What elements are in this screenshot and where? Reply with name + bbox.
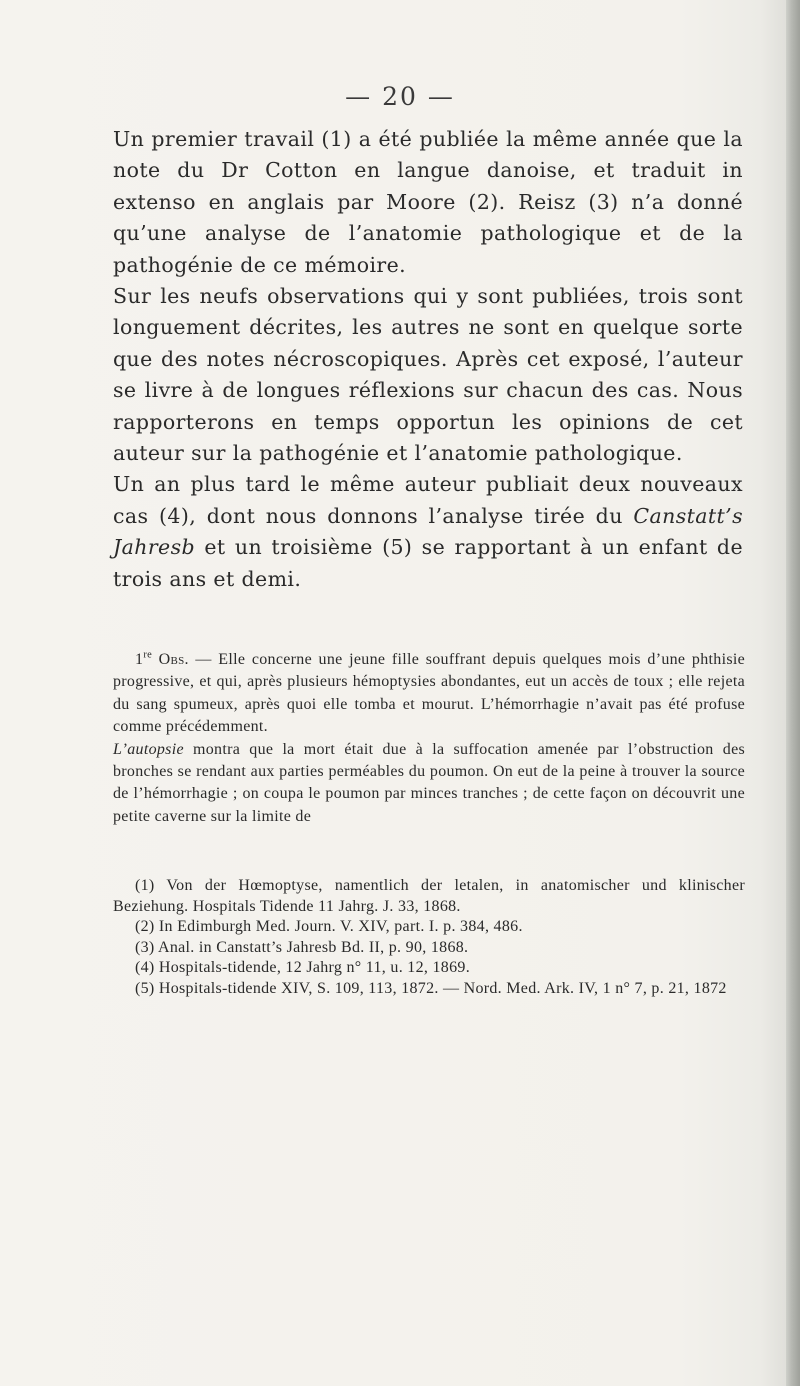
footnote-1: (1) Von der Hœmoptyse, namentlich der letalen, in anatomischer und klinischer Beziehung. Hospitals Tidende 11 Jahrg. J. 33, 1868. [113,877,745,915]
footnote-4: (4) Hospitals-tidende, 12 Jahrg n° 11, u. 12, 1869. [135,959,470,977]
obs-label: Obs. [158,651,189,668]
page-number: — 20 — [345,82,455,111]
observation-block [113,649,745,828]
footnote-2: (2) In Edimburgh Med. Journ. V. XIV, part. I. p. 384, 486. [135,918,523,936]
paragraph-3-end: et un troisième (5) se rapportant à un enfant de trois ans et demi. [113,535,743,591]
obs-ordinal: re [143,649,152,661]
footnote-3: (3) Anal. in Canstatt’s Jahresb Bd. II, p. 90, 1868. [135,938,469,956]
obs-text-2: montra que la mort était due à la suffocation amenée par l’obstruction des bronches se rendant aux parties perméables du poumon. On eut de la peine à trouver la source de l’hémorrhagie ; on coupa le poumon par minces tranches ; de cette façon on découvrit une petite caverne sur la limite de [113,740,745,825]
footnote-5: (5) Hospitals-tidende XIV, S. 109, 113, 1872. — Nord. Med. Ark. IV, 1 n° 7, p. 21, 1872 [135,979,727,997]
paragraph-3-start: Un an plus tard le même auteur publiait deux nouveaux cas (4), dont nous donnons l’analyse tirée du [113,472,743,528]
paragraph-1: Un premier travail (1) a été publiée la même année que la note du Dr Cotton en langue danoise, et traduit in extenso en anglais par Moore (2). Reisz (3) n’a donné qu’une analyse de l’anatomie pathologique et de la pathogénie de ce mémoire. [113,127,743,277]
page-edge-shadow [786,0,800,1386]
paragraph-3 [113,469,743,595]
main-text [113,124,743,595]
autopsie-label: L’autopsie [113,740,184,758]
paragraph-2: Sur les neufs observations qui y sont publiées, trois sont longuement décrites, les autres ne sont en quelque sorte que des notes nécroscopiques. Après cet exposé, l’auteur se livre à de longues réflexions sur chacun des cas. Nous rapporterons en temps opportun les opinions de cet auteur sur la pathogénie et l’anatomie pathologique. [113,284,743,466]
obs-text-1: — Elle concerne une jeune fille souffrant depuis quelques mois d’une phthisie progressive, et qui, après plusieurs hémoptysies abondantes, eut un accès de toux ; elle rejeta du sang spumeux, après quoi elle tomba et mourut. L’hémorrhagie n’avait pas été profuse comme précédemment. [113,651,745,736]
obs-number: 1 [135,651,144,668]
footnotes [113,876,745,1000]
canstatt-title: Canstatt’s Jahresb [113,503,743,560]
observation-text [113,649,745,828]
